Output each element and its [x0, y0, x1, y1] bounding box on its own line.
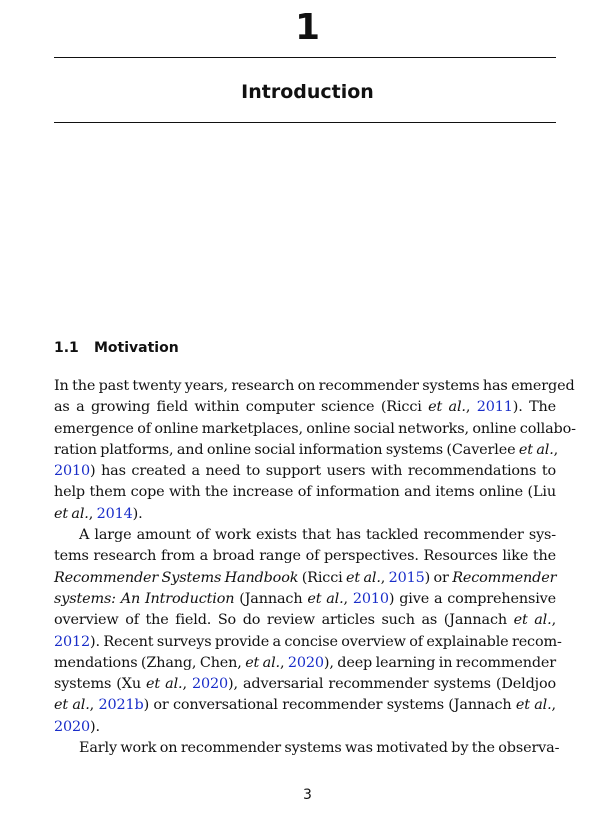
- chapter-bottom-rule: [54, 122, 556, 123]
- text-run: (Jannach: [234, 590, 308, 607]
- citation-link[interactable]: 2020: [191, 676, 229, 693]
- text-run: ,: [89, 697, 99, 714]
- text-line: [54, 376, 575, 397]
- text-run: ). The: [512, 399, 556, 416]
- text-run: ,: [182, 676, 192, 693]
- italic-text: et al.: [146, 676, 183, 693]
- text-run: ,: [465, 399, 477, 416]
- italic-text: et al.: [307, 590, 344, 607]
- italic-text: et al.: [515, 697, 552, 714]
- text-run: ).: [90, 718, 100, 735]
- italic-text: systems: An Introduction: [54, 590, 235, 607]
- italic-text: et al.: [513, 612, 552, 629]
- text-line: [54, 674, 556, 695]
- text-run: ) or conversational recommender systems (Jannach: [143, 697, 516, 714]
- citation-link[interactable]: 2010: [54, 463, 91, 480]
- text-run: as a growing field within computer science (Ricci: [54, 399, 429, 416]
- text-run: ), adversarial recommender systems (Deldjoo: [228, 676, 556, 693]
- text-line: [54, 717, 556, 738]
- italic-text: et al.: [54, 697, 90, 714]
- page-number: 3: [303, 787, 312, 803]
- citation-link[interactable]: 2010: [352, 590, 389, 607]
- text-run: overview of the field. So do review articles such as (Jannach: [54, 612, 514, 629]
- text-run: mendations (Zhang, Chen,: [54, 654, 246, 671]
- text-run: tems research from a broad range of perspectives. Resources like the: [54, 548, 556, 565]
- text-run: emergence of online marketplaces, online social networks, online collabo-: [54, 420, 576, 437]
- italic-text: et al.: [518, 441, 554, 458]
- text-run: ,: [551, 612, 556, 629]
- text-line: [54, 695, 556, 716]
- text-run: ) give a comprehensive: [388, 590, 556, 607]
- text-line: [54, 546, 556, 567]
- text-line: [54, 525, 556, 546]
- italic-text: et al.: [428, 399, 466, 416]
- section-heading: [54, 337, 179, 359]
- text-run: (Ricci: [298, 569, 347, 586]
- citation-link[interactable]: 2014: [96, 505, 133, 522]
- text-line: [54, 397, 556, 418]
- text-line: [54, 461, 556, 482]
- text-line: [54, 419, 576, 440]
- text-line: [54, 482, 556, 503]
- section-number: 1.1: [54, 340, 79, 356]
- text-run: In the past twenty years, research on recommender systems has emerged: [54, 378, 575, 394]
- text-line: [54, 568, 556, 589]
- citation-link[interactable]: 2012: [54, 633, 91, 650]
- text-run: systems (Xu: [54, 676, 147, 693]
- text-run: ration platforms, and online social information systems (Caverlee: [54, 441, 519, 458]
- citation-link[interactable]: 2020: [287, 654, 324, 671]
- text-line: [54, 589, 556, 610]
- citation-link[interactable]: 2011: [476, 399, 513, 416]
- text-line: [54, 738, 560, 759]
- text-line: [54, 632, 562, 653]
- text-run: ,: [551, 697, 556, 714]
- text-run: ) has created a need to support users with recommendations to: [90, 463, 556, 480]
- text-run: ,: [279, 654, 288, 671]
- citation-link[interactable]: 2021b: [98, 697, 144, 714]
- text-run: ,: [343, 590, 353, 607]
- text-run: Early work on recommender systems was motivated by the observa-: [79, 740, 560, 757]
- body-text: [54, 376, 576, 759]
- text-run: ,: [553, 441, 559, 458]
- chapter-number: 1: [294, 7, 321, 48]
- italic-text: Recommender: [452, 569, 557, 586]
- text-run: ).: [132, 505, 143, 522]
- chapter-top-rule: [54, 57, 556, 58]
- text-run: ) or: [424, 569, 453, 586]
- text-run: A large amount of work exists that has tackled recommender sys-: [79, 527, 556, 544]
- text-run: help them cope with the increase of information and items online (Liu: [54, 484, 556, 501]
- text-line: [54, 440, 559, 461]
- italic-text: Recommender Systems Handbook: [54, 569, 299, 586]
- chapter-title: Introduction: [241, 81, 374, 103]
- italic-text: et al.: [346, 569, 381, 586]
- text-run: ). Recent surveys provide a concise overview of explainable recom-: [90, 633, 562, 650]
- text-run: ,: [88, 505, 97, 522]
- italic-text: et al.: [245, 654, 280, 671]
- text-line: [54, 504, 556, 525]
- italic-text: et al.: [54, 505, 89, 522]
- text-line: [54, 610, 556, 631]
- text-run: ), deep learning in recommender: [323, 654, 556, 671]
- citation-link[interactable]: 2020: [54, 718, 91, 735]
- citation-link[interactable]: 2015: [388, 569, 425, 586]
- text-line: [54, 653, 556, 674]
- text-run: ,: [380, 569, 389, 586]
- section-title: Motivation: [94, 340, 179, 356]
